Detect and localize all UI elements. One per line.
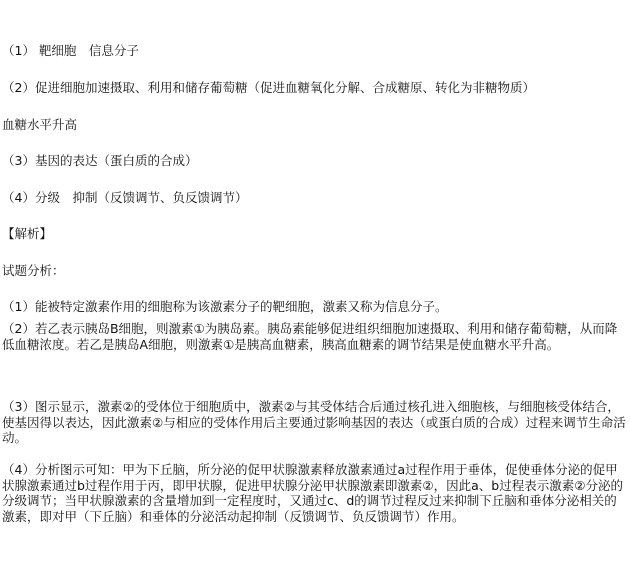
answer-3: （3）基因的表达（蛋白质的合成） [2,153,198,168]
analysis-paragraph-1: （1）能被特定激素作用的细胞称为该激素分子的靶细胞，激素又称为信息分子。 [2,299,448,314]
analysis-intro: 试题分析： [2,263,65,278]
answer-2: （2）促进细胞加速摄取、利用和储存葡萄糖（促进血糖氧化分解、合成糖原、转化为非糖物质） [2,80,535,95]
analysis-paragraph-3: （3）图示显示，激素②的受体位于细胞质中，激素②与其受体结合后通过核孔进入细胞核，与细胞核受体结合，使基因得以表达，因此激素②与相应的受体作用后主要通过影响基因的表达（或蛋白质的合成）过程来调节生命活动。 [2,399,626,445]
analysis-paragraph-4: （4）分析图示可知：甲为下丘脑，所分泌的促甲状腺激素释放激素通过a过程作用于垂体，促使垂体分泌的促甲状腺激素通过b过程作用于丙，即甲状腺，促进甲状腺分泌甲状腺激素即激素②，因此a、b过程表示激素②分泌的分级调节；当甲状腺激素的含量增加到一定程度时，又通过c、d的调节过程反过来抑制下丘脑和垂体分泌相关的激素，即对甲（下丘脑）和垂体的分泌活动起抑制（反馈调节、负反馈调节）作用。 [2,462,623,524]
answer-2-continued: 血糖水平升高 [2,117,78,132]
analysis-heading: 【解析】 [2,226,53,241]
answer-1: （1） 靶细胞 信息分子 [2,43,139,58]
answer-4: （4）分级 抑制（反馈调节、负反馈调节） [2,190,248,205]
analysis-paragraph-2: （2）若乙表示胰岛B细胞，则激素①为胰岛素。胰岛素能够促进组织细胞加速摄取、利用和储存葡萄糖，从而降低血糖浓度。若乙是胰岛A细胞，则激素①是胰高血糖素，胰高血糖素的调节结果是使血糖水平升高。 [2,321,618,352]
